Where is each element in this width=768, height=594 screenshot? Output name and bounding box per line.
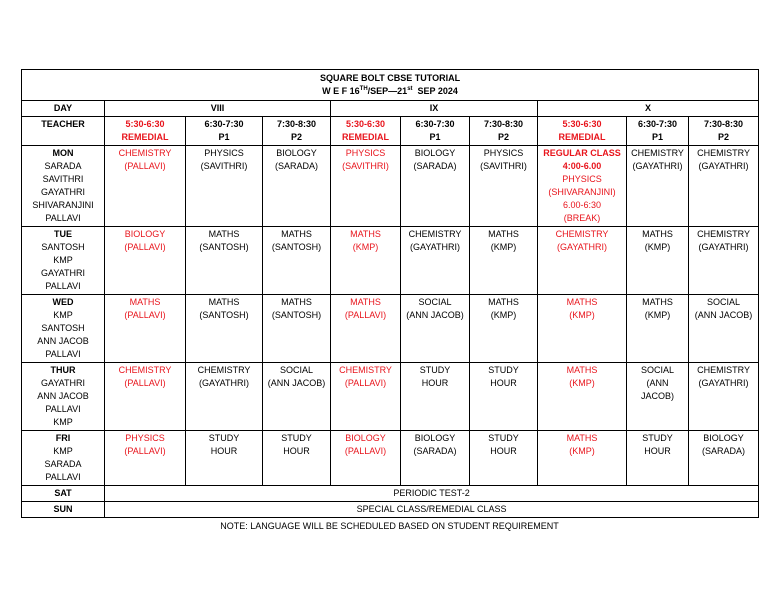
class-cell <box>401 431 470 486</box>
class-line: (SARADA) <box>702 446 746 456</box>
class-cell <box>105 431 186 486</box>
grade-header-ix: IX <box>331 101 538 117</box>
class-line: MATHS <box>488 229 519 239</box>
class-line: HOUR <box>210 446 238 456</box>
slot-label: REMEDIAL <box>342 132 389 142</box>
teacher-name: SANTOSH <box>41 242 85 252</box>
teacher-name: PALLAVI <box>45 404 81 414</box>
class-cell <box>186 295 263 363</box>
class-line: MATHS <box>350 229 381 239</box>
class-line: JACOB) <box>640 391 674 401</box>
teacher-name: KMP <box>53 310 73 320</box>
class-cell <box>538 295 627 363</box>
class-cell <box>186 363 263 431</box>
page-title: SQUARE BOLT CBSE TUTORIAL <box>319 73 461 83</box>
day-cell <box>22 146 105 227</box>
class-cell <box>331 227 401 295</box>
class-cell <box>689 295 759 363</box>
class-line: SOCIAL <box>707 297 741 307</box>
class-line: MATHS <box>350 297 381 307</box>
class-line: CHEMISTRY <box>118 365 172 375</box>
class-line: CHEMISTRY <box>408 229 462 239</box>
class-line: HOUR <box>490 446 517 456</box>
class-line: (KMP) <box>490 242 517 252</box>
class-line: MATHS <box>488 297 519 307</box>
class-line: REGULAR CLASS <box>543 148 621 158</box>
slot-label: P2 <box>290 132 302 142</box>
class-line: (ANN JACOB) <box>694 310 753 320</box>
subtitle-sup-th: TH <box>359 86 368 92</box>
class-cell <box>186 431 263 486</box>
slot-label: P1 <box>429 132 441 142</box>
slot-header-0 <box>105 117 186 146</box>
class-cell <box>689 431 759 486</box>
class-line: (KMP) <box>352 242 379 252</box>
slot-time: 6:30-7:30 <box>637 119 678 129</box>
title-cell <box>22 70 759 101</box>
class-line: CHEMISTRY <box>197 365 251 375</box>
class-cell <box>401 363 470 431</box>
class-line: PHYSICS <box>204 148 244 158</box>
class-line: (PALLAVI) <box>344 446 387 456</box>
class-line: (PALLAVI) <box>124 310 166 320</box>
class-line: HOUR <box>490 378 517 388</box>
class-line: STUDY <box>488 433 519 443</box>
teacher-name: GAYATHRI <box>40 378 85 388</box>
class-line: (SAVITHRI) <box>480 161 527 171</box>
class-cell <box>263 295 331 363</box>
class-line: HOUR <box>421 378 449 388</box>
class-line: HOUR <box>644 446 671 456</box>
class-line: MATHS <box>129 297 161 307</box>
class-cell <box>470 227 538 295</box>
class-line: (GAYATHRI) <box>410 242 460 252</box>
class-line: (PALLAVI) <box>344 310 387 320</box>
slot-label: P2 <box>497 132 509 142</box>
teacher-name: KMP <box>53 255 73 265</box>
class-line: (GAYATHRI) <box>698 161 749 171</box>
class-cell <box>331 363 401 431</box>
class-line: (SARADA) <box>413 446 457 456</box>
slot-time: 6:30-7:30 <box>204 119 244 129</box>
slot-header-8 <box>689 117 759 146</box>
teacher-name: SHIVARANJINI <box>32 200 94 210</box>
teacher-name: PALLAVI <box>45 213 81 223</box>
class-line: MATHS <box>566 433 598 443</box>
class-line: (PALLAVI) <box>344 378 387 388</box>
day-cell <box>22 363 105 431</box>
class-cell <box>689 227 759 295</box>
class-cell <box>263 146 331 227</box>
class-line: (SARADA) <box>413 161 457 171</box>
class-line: (SANTOSH) <box>271 310 322 320</box>
class-line: (SANTOSH) <box>271 242 322 252</box>
class-line: (ANN <box>646 378 669 388</box>
slot-time: 6:30-7:30 <box>415 119 455 129</box>
class-cell <box>401 227 470 295</box>
grade-header-row <box>22 101 759 117</box>
class-line: (GAYATHRI) <box>698 242 749 252</box>
class-line: (KMP) <box>569 310 595 320</box>
teacher-name: SAVITHRI <box>42 174 84 184</box>
teacher-name: PALLAVI <box>45 349 81 359</box>
class-line: CHEMISTRY <box>697 148 750 158</box>
class-cell <box>538 146 627 227</box>
day-name: SAT <box>22 486 105 502</box>
class-line: (BREAK) <box>563 213 601 223</box>
class-line: SOCIAL <box>279 365 313 375</box>
day-name: THUR <box>50 365 76 375</box>
class-line: (ANN JACOB) <box>267 378 326 388</box>
day-cell <box>22 431 105 486</box>
slot-time: 5:30-6:30 <box>345 119 386 129</box>
class-cell <box>331 295 401 363</box>
class-line: MATHS <box>566 297 598 307</box>
class-line: (SANTOSH) <box>199 310 249 320</box>
class-line: BIOLOGY <box>414 148 456 158</box>
class-cell <box>331 431 401 486</box>
class-line: (SARADA) <box>274 161 318 171</box>
day-name: WED <box>52 297 74 307</box>
slot-header-5 <box>470 117 538 146</box>
class-line: CHEMISTRY <box>697 365 750 375</box>
day-row-wed <box>22 295 759 363</box>
class-line: (SHIVARANJINI) <box>548 187 616 197</box>
class-line: STUDY <box>281 433 312 443</box>
class-line: (KMP) <box>569 446 595 456</box>
class-cell <box>689 363 759 431</box>
class-cell <box>401 146 470 227</box>
class-line: CHEMISTRY <box>697 229 750 239</box>
class-cell <box>627 146 689 227</box>
subtitle-date-start: W E F 16 <box>322 86 360 96</box>
slot-header-4 <box>401 117 470 146</box>
class-line: (SAVITHRI) <box>200 161 248 171</box>
class-line: (PALLAVI) <box>124 378 166 388</box>
teacher-name: PALLAVI <box>45 281 81 291</box>
slot-header-2 <box>263 117 331 146</box>
slot-label: P2 <box>718 132 730 142</box>
slot-label: REMEDIAL <box>121 132 169 142</box>
slot-header-1 <box>186 117 263 146</box>
class-line: PHYSICS <box>483 148 524 158</box>
class-line: BIOLOGY <box>345 433 386 443</box>
class-cell <box>689 146 759 227</box>
class-cell <box>627 227 689 295</box>
teacher-name: KMP <box>53 417 73 427</box>
class-line: (SANTOSH) <box>199 242 249 252</box>
class-cell <box>470 295 538 363</box>
class-cell <box>186 227 263 295</box>
class-line: BIOLOGY <box>703 433 744 443</box>
class-cell <box>105 146 186 227</box>
day-name: TUE <box>54 229 72 239</box>
class-line: PHYSICS <box>562 174 602 184</box>
slot-time: 5:30-6:30 <box>562 119 602 129</box>
class-line: (PALLAVI) <box>124 242 166 252</box>
class-line: STUDY <box>419 365 451 375</box>
class-cell <box>470 146 538 227</box>
timetable-sheet <box>21 69 758 531</box>
class-line: STUDY <box>488 365 519 375</box>
class-line: BIOLOGY <box>124 229 166 239</box>
class-line: CHEMISTRY <box>631 148 684 158</box>
class-cell <box>627 431 689 486</box>
class-cell <box>105 295 186 363</box>
slot-time: 7:30-8:30 <box>483 119 524 129</box>
class-line: (KMP) <box>569 378 595 388</box>
class-line: MATHS <box>642 297 673 307</box>
class-line: HOUR <box>283 446 310 456</box>
class-line: (PALLAVI) <box>124 446 166 456</box>
teacher-name: GAYATHRI <box>40 187 85 197</box>
teacher-name: ANN JACOB <box>37 391 89 401</box>
teacher-name: PALLAVI <box>45 472 81 482</box>
class-line: (ANN JACOB) <box>406 310 464 320</box>
title-row <box>22 70 759 101</box>
sat-activity: PERIODIC TEST-2 <box>105 486 759 502</box>
teacher-name: SANTOSH <box>41 323 85 333</box>
class-cell <box>263 227 331 295</box>
class-line: MATHS <box>208 297 240 307</box>
class-cell <box>186 146 263 227</box>
class-line: MATHS <box>281 297 312 307</box>
slot-header-3 <box>331 117 401 146</box>
page-subtitle <box>22 85 758 98</box>
class-cell <box>470 431 538 486</box>
class-line: MATHS <box>208 229 240 239</box>
day-row-tue <box>22 227 759 295</box>
class-cell <box>263 431 331 486</box>
subtitle-sup-st: st <box>407 86 413 92</box>
teacher-name: ANN JACOB <box>37 336 89 346</box>
class-line: (SAVITHRI) <box>342 161 389 171</box>
class-line: (GAYATHRI) <box>199 378 249 388</box>
class-line: PHYSICS <box>345 148 386 158</box>
class-line: (KMP) <box>490 310 517 320</box>
class-cell <box>105 227 186 295</box>
sun-activity: SPECIAL CLASS/REMEDIAL CLASS <box>105 502 759 518</box>
class-line: CHEMISTRY <box>555 229 609 239</box>
class-cell <box>105 363 186 431</box>
class-line: (GAYATHRI) <box>698 378 749 388</box>
class-line: CHEMISTRY <box>118 148 172 158</box>
class-line: MATHS <box>281 229 312 239</box>
grade-header-viii: VIII <box>105 101 331 117</box>
slot-label: P1 <box>651 132 663 142</box>
class-line: MATHS <box>566 365 598 375</box>
class-cell <box>331 146 401 227</box>
slot-time: 5:30-6:30 <box>125 119 165 129</box>
day-cell <box>22 227 105 295</box>
class-cell <box>538 227 627 295</box>
day-row-fri <box>22 431 759 486</box>
slot-header-row <box>22 117 759 146</box>
class-line: SOCIAL <box>418 297 452 307</box>
teacher-name: SARADA <box>44 161 82 171</box>
slot-header-7 <box>627 117 689 146</box>
day-cell <box>22 295 105 363</box>
class-line: 4:00-6.00 <box>562 161 602 171</box>
subtitle-date-mid: /SEP—21 <box>367 86 408 96</box>
day-name: SUN <box>22 502 105 518</box>
teacher-header: TEACHER <box>22 117 105 146</box>
day-header: DAY <box>22 101 105 117</box>
class-line: (KMP) <box>644 242 671 252</box>
subtitle-date-end: SEP 2024 <box>412 86 458 96</box>
slot-time: 7:30-8:30 <box>276 119 317 129</box>
class-line: SOCIAL <box>640 365 674 375</box>
class-line: BIOLOGY <box>276 148 317 158</box>
class-line: PHYSICS <box>125 433 165 443</box>
class-cell <box>627 295 689 363</box>
class-line: (GAYATHRI) <box>557 242 607 252</box>
slot-label: REMEDIAL <box>558 132 606 142</box>
class-line: STUDY <box>208 433 240 443</box>
day-row-thur <box>22 363 759 431</box>
class-cell <box>538 431 627 486</box>
class-cell <box>401 295 470 363</box>
class-line: CHEMISTRY <box>339 365 392 375</box>
grade-header-x: X <box>538 101 759 117</box>
class-cell <box>627 363 689 431</box>
day-row-sun <box>22 502 759 518</box>
class-line: (PALLAVI) <box>124 161 166 171</box>
class-line: (KMP) <box>644 310 671 320</box>
slot-header-6 <box>538 117 627 146</box>
class-line: 6.00-6:30 <box>562 200 602 210</box>
class-line: STUDY <box>642 433 673 443</box>
slot-label: P1 <box>218 132 230 142</box>
class-cell <box>263 363 331 431</box>
day-name: MON <box>52 148 74 158</box>
footer-note: NOTE: LANGUAGE WILL BE SCHEDULED BASED ON STUDENT REQUIREMENT <box>220 521 559 531</box>
class-line: MATHS <box>642 229 673 239</box>
timetable <box>21 69 759 518</box>
class-cell <box>538 363 627 431</box>
day-row-sat <box>22 486 759 502</box>
slot-time: 7:30-8:30 <box>704 119 744 129</box>
class-line: BIOLOGY <box>414 433 456 443</box>
class-line: (GAYATHRI) <box>632 161 683 171</box>
teacher-name: KMP <box>53 446 73 456</box>
class-cell <box>470 363 538 431</box>
teacher-name: GAYATHRI <box>40 268 85 278</box>
day-row-mon <box>22 146 759 227</box>
day-name: FRI <box>55 433 71 443</box>
teacher-name: SARADA <box>44 459 82 469</box>
